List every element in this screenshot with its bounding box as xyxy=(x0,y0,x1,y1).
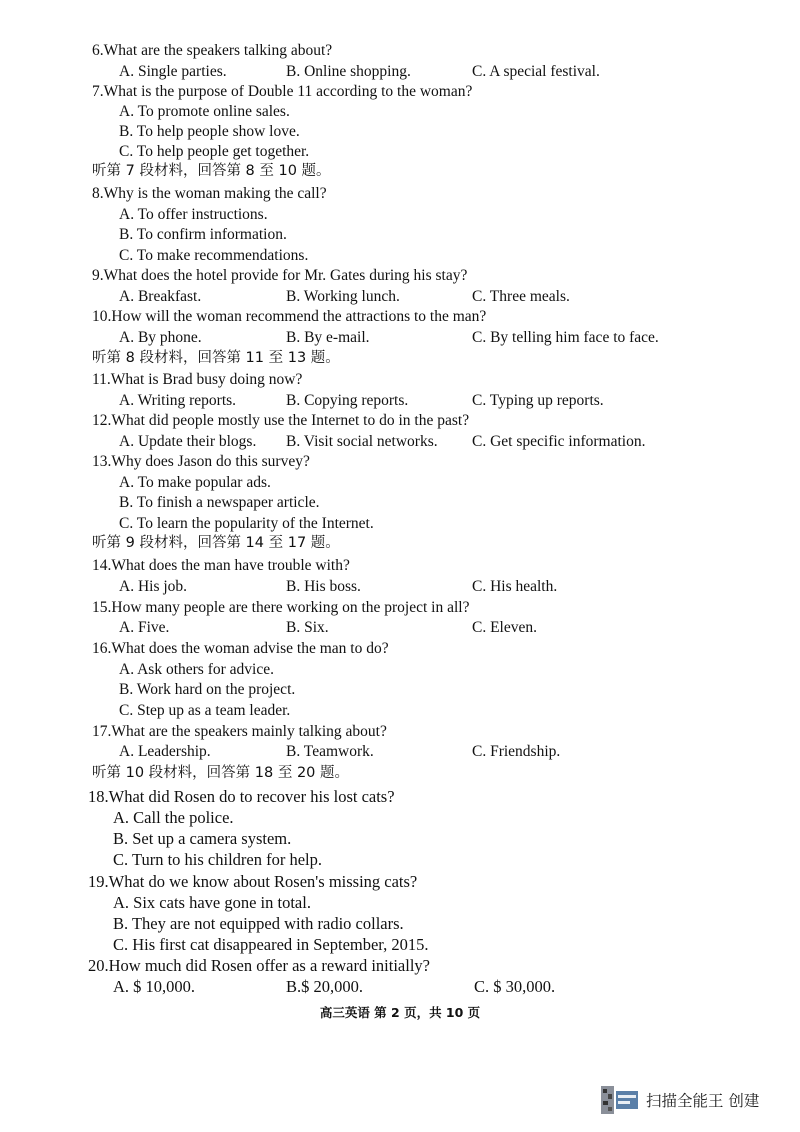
question-text: 20.How much did Rosen offer as a reward initially? xyxy=(88,956,430,975)
question-text: 8.Why is the woman making the call? xyxy=(92,185,327,202)
options-line xyxy=(0,828,800,849)
question-line xyxy=(0,955,800,976)
option-text: A. Leadership. xyxy=(119,743,211,760)
option-text: C. By telling him face to face. xyxy=(472,329,659,346)
options-line xyxy=(0,576,800,597)
question-text: 9.What does the hotel provide for Mr. Gates during his stay? xyxy=(92,267,468,284)
options-line xyxy=(0,121,800,142)
options-line xyxy=(0,617,800,638)
option-text: C. Typing up reports. xyxy=(472,392,604,409)
question-line xyxy=(0,369,800,390)
options-line xyxy=(0,913,800,934)
option-text: C. Get specific information. xyxy=(472,433,646,450)
question-line xyxy=(0,306,800,327)
section-instruction xyxy=(0,533,800,554)
option-text: A. Writing reports. xyxy=(119,392,237,409)
question-line xyxy=(0,638,800,659)
option-text: A. To make popular ads. xyxy=(119,474,271,491)
options-line xyxy=(0,492,800,513)
question-line xyxy=(0,597,800,618)
options-line xyxy=(0,807,800,828)
section-instruction xyxy=(0,161,800,182)
question-line xyxy=(0,451,800,472)
option-text: A. Five. xyxy=(119,619,170,636)
option-text: C. Turn to his children for help. xyxy=(113,850,322,869)
question-line xyxy=(0,81,800,102)
options-line xyxy=(0,101,800,122)
option-text: B. Set up a camera system. xyxy=(113,829,292,848)
options-line xyxy=(0,472,800,493)
options-line xyxy=(0,245,800,266)
question-line xyxy=(0,555,800,576)
option-text: B. His boss. xyxy=(286,578,361,595)
question-text: 11.What is Brad busy doing now? xyxy=(92,371,303,388)
option-text: A. Call the police. xyxy=(113,808,234,827)
option-text: B. Online shopping. xyxy=(286,63,411,80)
question-text: 12.What did people mostly use the Internet to do in the past? xyxy=(92,412,470,429)
option-text: C. His health. xyxy=(472,578,558,595)
option-text: C. Friendship. xyxy=(472,743,561,760)
options-line xyxy=(0,224,800,245)
question-text: 17.What are the speakers mainly talking about? xyxy=(92,723,387,740)
options-line xyxy=(0,849,800,870)
question-text: 19.What do we know about Rosen's missing cats? xyxy=(88,872,418,891)
option-text: B. To finish a newspaper article. xyxy=(119,494,320,511)
option-text: B. Six. xyxy=(286,619,329,636)
option-text: B. They are not equipped with radio collars. xyxy=(113,914,404,933)
option-text: B. Teamwork. xyxy=(286,743,374,760)
section-instruction xyxy=(0,348,800,369)
options-line xyxy=(0,327,800,348)
option-text: A. To promote online sales. xyxy=(119,103,290,120)
option-text: C. Step up as a team leader. xyxy=(119,702,291,719)
option-text: C. Three meals. xyxy=(472,288,570,305)
question-text: 6.What are the speakers talking about? xyxy=(92,42,333,59)
option-text: B. By e-mail. xyxy=(286,329,370,346)
options-line xyxy=(0,390,800,411)
question-text: 13.Why does Jason do this survey? xyxy=(92,453,310,470)
option-text: A. Breakfast. xyxy=(119,288,202,305)
options-line xyxy=(0,286,800,307)
option-text: C. His first cat disappeared in September, 2015. xyxy=(113,935,429,954)
options-line xyxy=(0,141,800,162)
question-text: 14.What does the man have trouble with? xyxy=(92,557,350,574)
page-footer: 高三英语 第 2 页，共 10 页 xyxy=(319,1005,481,1020)
option-text: C. To learn the popularity of the Internet. xyxy=(119,515,374,532)
option-text: A. By phone. xyxy=(119,329,202,346)
options-line xyxy=(0,892,800,913)
options-line xyxy=(0,741,800,762)
option-text: B. Visit social networks. xyxy=(286,433,438,450)
option-text: B. To help people show love. xyxy=(119,123,300,140)
question-line xyxy=(0,410,800,431)
watermark-text: 扫描全能王 创建 xyxy=(646,1092,760,1110)
option-text: B. Copying reports. xyxy=(286,392,409,409)
options-line xyxy=(0,204,800,225)
instruction-text: 听第 8 段材料，回答第 11 至 13 题。 xyxy=(92,350,340,366)
options-line xyxy=(0,679,800,700)
question-text: 15.How many people are there working on the project in all? xyxy=(92,599,470,616)
section-instruction xyxy=(0,763,800,784)
option-text: A. To offer instructions. xyxy=(119,206,268,223)
question-line xyxy=(0,786,800,807)
question-text: 16.What does the woman advise the man to do? xyxy=(92,640,389,657)
option-text: A. His job. xyxy=(119,578,188,595)
question-text: 10.How will the woman recommend the attractions to the man? xyxy=(92,308,487,325)
option-text: C. Eleven. xyxy=(472,619,537,636)
instruction-text: 听第 10 段材料，回答第 18 至 20 题。 xyxy=(92,765,350,781)
camscanner-logo-icon xyxy=(600,1085,640,1115)
options-line xyxy=(0,513,800,534)
option-text: B. To confirm information. xyxy=(119,226,287,243)
options-line xyxy=(0,431,800,452)
option-text: B.$ 20,000. xyxy=(286,977,364,996)
options-line xyxy=(0,934,800,955)
question-line xyxy=(0,871,800,892)
option-text: C. A special festival. xyxy=(472,63,600,80)
instruction-text: 听第 7 段材料，回答第 8 至 10 题。 xyxy=(92,163,331,179)
option-text: A. Ask others for advice. xyxy=(119,661,274,678)
options-line xyxy=(0,61,800,82)
option-text: A. Update their blogs. xyxy=(119,433,257,450)
question-text: 7.What is the purpose of Double 11 according to the woman? xyxy=(92,83,473,100)
scanner-watermark xyxy=(600,1085,790,1115)
option-text: C. $ 30,000. xyxy=(474,977,556,996)
question-line xyxy=(0,721,800,742)
options-line xyxy=(0,976,800,997)
options-line xyxy=(0,700,800,721)
question-line xyxy=(0,183,800,204)
option-text: B. Working lunch. xyxy=(286,288,400,305)
question-text: 18.What did Rosen do to recover his lost cats? xyxy=(88,787,395,806)
question-line xyxy=(0,40,800,61)
option-text: A. Six cats have gone in total. xyxy=(113,893,311,912)
question-line xyxy=(0,265,800,286)
options-line xyxy=(0,659,800,680)
option-text: B. Work hard on the project. xyxy=(119,681,296,698)
option-text: A. Single parties. xyxy=(119,63,227,80)
option-text: C. To help people get together. xyxy=(119,143,310,160)
option-text: C. To make recommendations. xyxy=(119,247,309,264)
option-text: A. $ 10,000. xyxy=(113,977,196,996)
instruction-text: 听第 9 段材料，回答第 14 至 17 题。 xyxy=(92,535,340,551)
